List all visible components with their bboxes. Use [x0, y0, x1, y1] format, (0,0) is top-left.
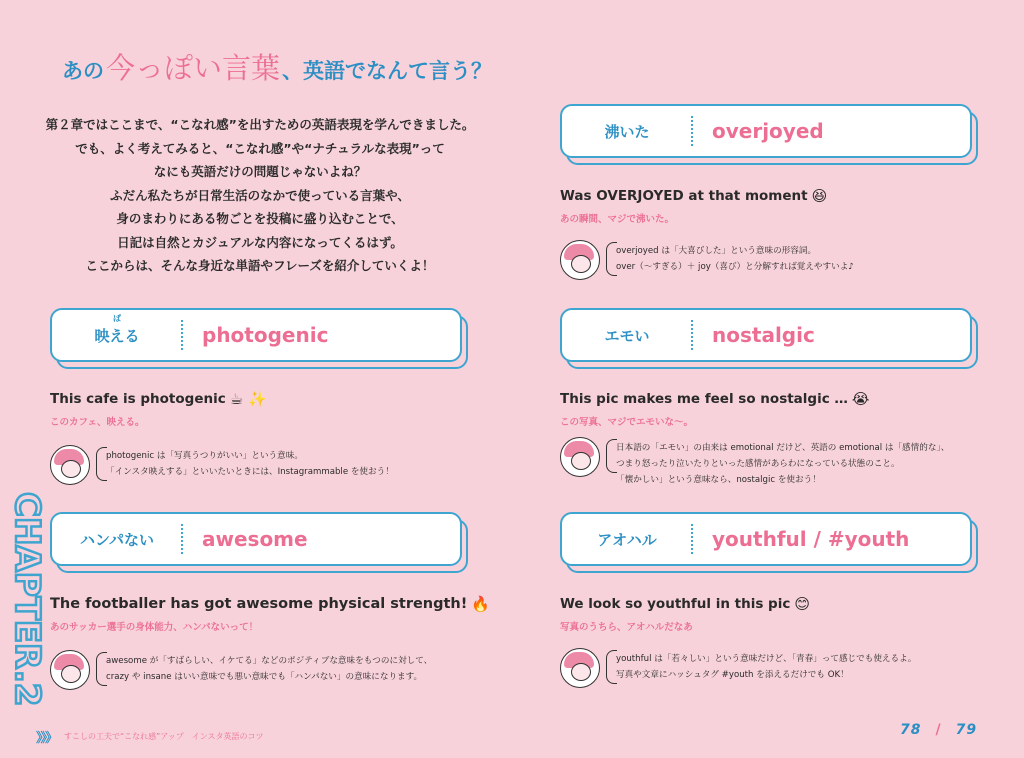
- speech-bracket: [600, 240, 616, 278]
- note-line: over（～すぎる）＋ joy（喜び）と分解すれば覚えやすいよ♪: [616, 262, 854, 272]
- card-face: [560, 308, 972, 362]
- word-card-nostalgic: [560, 308, 972, 362]
- card-japanese-word: エモい: [604, 326, 650, 345]
- note-line: youthful は「若々しい」という意味だけど、「青春」って感じでも使えるよ。: [616, 654, 917, 664]
- note-text: [616, 437, 949, 488]
- note-line: 日本語の「エモい」の由来は emotional だけど、英語の emotional は「感情的な」、: [616, 443, 950, 453]
- note-line: 写真や文章にハッシュタグ #youth を添えるだけでも OK！: [616, 670, 849, 680]
- example-translation: 写真のうちら、アオハルだなあ: [560, 622, 693, 633]
- card-face: [50, 308, 462, 362]
- note-line: 「インスタ映えする」といいたいときには、Instagrammable を使おう！: [106, 467, 394, 477]
- note-line: photogenic は「写真うつりがいい」という意味。: [106, 451, 303, 461]
- note-text: [106, 650, 432, 685]
- card-face: [560, 512, 972, 566]
- card-english-word: youthful / #youth: [712, 527, 910, 551]
- page-separator: /: [935, 722, 942, 738]
- word-card-overjoyed: [560, 104, 972, 158]
- example-sentence: [50, 595, 490, 613]
- speech-bracket: [600, 648, 616, 686]
- intro-line: ふだん私たちが日常生活のなかで使っている言葉や、: [110, 187, 410, 203]
- title-highlight: 今っぽい言葉: [106, 51, 281, 85]
- crying-face-emoji-icon: 😭: [851, 390, 870, 408]
- note-line: つまり怒ったり泣いたりといった感情があらわになっている状態のこと。: [616, 459, 900, 469]
- card-japanese-word: ハンパない: [80, 530, 154, 549]
- card-divider: [181, 524, 183, 554]
- example-sentence: [50, 390, 267, 408]
- card-divider: [691, 116, 693, 146]
- page-number-left: 78: [900, 722, 922, 738]
- intro-text: [40, 113, 480, 278]
- card-english-word: photogenic: [202, 323, 329, 347]
- footer: [36, 727, 264, 746]
- note-text: [616, 648, 916, 683]
- girl-avatar-icon: [50, 650, 90, 690]
- jp-word-text: 映える: [94, 326, 140, 345]
- note-text: [616, 240, 854, 275]
- note-line: overjoyed は「大喜びした」という意味の形容詞。: [616, 246, 817, 256]
- card-japanese-word: 沸いた: [604, 122, 650, 141]
- chapter-text: CHAPTER.2: [7, 492, 47, 707]
- girl-avatar-icon: [560, 240, 600, 280]
- example-text: Was OVERJOYED at that moment: [560, 188, 808, 204]
- chapter-label: [0, 492, 47, 752]
- note-line: 「懐かしい」という意味なら、nostalgic を使おう！: [616, 475, 821, 485]
- note-text: [106, 445, 394, 480]
- intro-line: 身のまわりにある物ごとを投稿に盛り込むことで、: [116, 211, 404, 226]
- intro-line: 第２章ではここまで、“こなれ感”を出すための英語表現を学んできました。: [45, 117, 475, 132]
- word-card-youthful: [560, 512, 972, 566]
- chevron-right-icon: 》》》: [36, 731, 57, 746]
- example-text: This pic makes me feel so nostalgic …: [560, 391, 848, 407]
- intro-line: ここからは、そんな身近な単語やフレーズを紹介していくよ！: [85, 258, 435, 273]
- speech-bracket: [90, 650, 106, 688]
- page-number-right: 79: [955, 722, 978, 738]
- word-card-awesome: [50, 512, 462, 566]
- coffee-sparkle-emoji-icon: ☕ ✨: [229, 390, 268, 408]
- card-divider: [691, 524, 693, 554]
- note-block: [560, 240, 854, 280]
- example-sentence: [560, 390, 869, 408]
- example-text: We look so youthful in this pic: [560, 596, 791, 612]
- intro-line: 日記は自然とカジュアルな内容になってくるはず。: [117, 234, 403, 250]
- word-card-photogenic: [50, 308, 462, 362]
- speech-bracket: [600, 437, 616, 475]
- card-face: [50, 512, 462, 566]
- footer-text: すこしの工夫で“こなれ感”アップ インスタ英語のコツ: [64, 732, 264, 741]
- card-face: [560, 104, 972, 158]
- example-text: The footballer has got awesome physical strength!: [50, 596, 468, 612]
- page-numbers: [900, 722, 977, 738]
- girl-avatar-icon: [50, 445, 90, 485]
- girl-avatar-icon: [560, 648, 600, 688]
- example-sentence: [560, 595, 810, 613]
- page-title: [62, 46, 492, 87]
- note-block: [50, 650, 432, 690]
- title-post: 、英語でなんて言う？: [282, 59, 493, 83]
- note-block: [50, 445, 394, 485]
- card-japanese-word: アオハル: [597, 530, 657, 549]
- fire-emoji-icon: 🔥: [471, 595, 491, 613]
- girl-avatar-icon: [560, 437, 600, 477]
- smiling-face-emoji-icon: 😊: [794, 595, 810, 613]
- note-block: [560, 648, 916, 688]
- card-divider: [691, 320, 693, 350]
- card-japanese-word: [52, 310, 182, 360]
- note-block: [560, 437, 949, 488]
- card-divider: [181, 320, 183, 350]
- title-pre: あの: [62, 59, 104, 83]
- card-english-word: overjoyed: [712, 119, 824, 143]
- example-translation: あのサッカー選手の身体能力、ハンパないって！: [50, 622, 259, 633]
- ruby-text: ば: [112, 313, 121, 323]
- example-translation: あの瞬間、マジで沸いた。: [560, 214, 675, 225]
- speech-bracket: [90, 445, 106, 483]
- example-text: This cafe is photogenic: [50, 391, 226, 407]
- example-sentence: [560, 187, 827, 205]
- note-line: crazy や insane はいい意味でも悪い意味でも「ハンパない」の意味になります。: [106, 672, 423, 682]
- intro-line: でも、よく考えてみると、“こなれ感”や“ナチュラルな表現”って: [75, 140, 445, 156]
- note-line: awesome が「すばらしい、イケてる」などのポジティブな意味をもつのに対して、: [106, 656, 433, 666]
- example-translation: この写真、マジでエモいな～。: [560, 417, 694, 428]
- intro-line: なにも英語だけの問題じゃないよね？: [153, 164, 367, 179]
- excited-face-emoji-icon: 😆: [811, 187, 828, 205]
- card-english-word: awesome: [202, 527, 308, 551]
- card-english-word: nostalgic: [712, 323, 815, 347]
- example-translation: このカフェ、映える。: [50, 417, 145, 428]
